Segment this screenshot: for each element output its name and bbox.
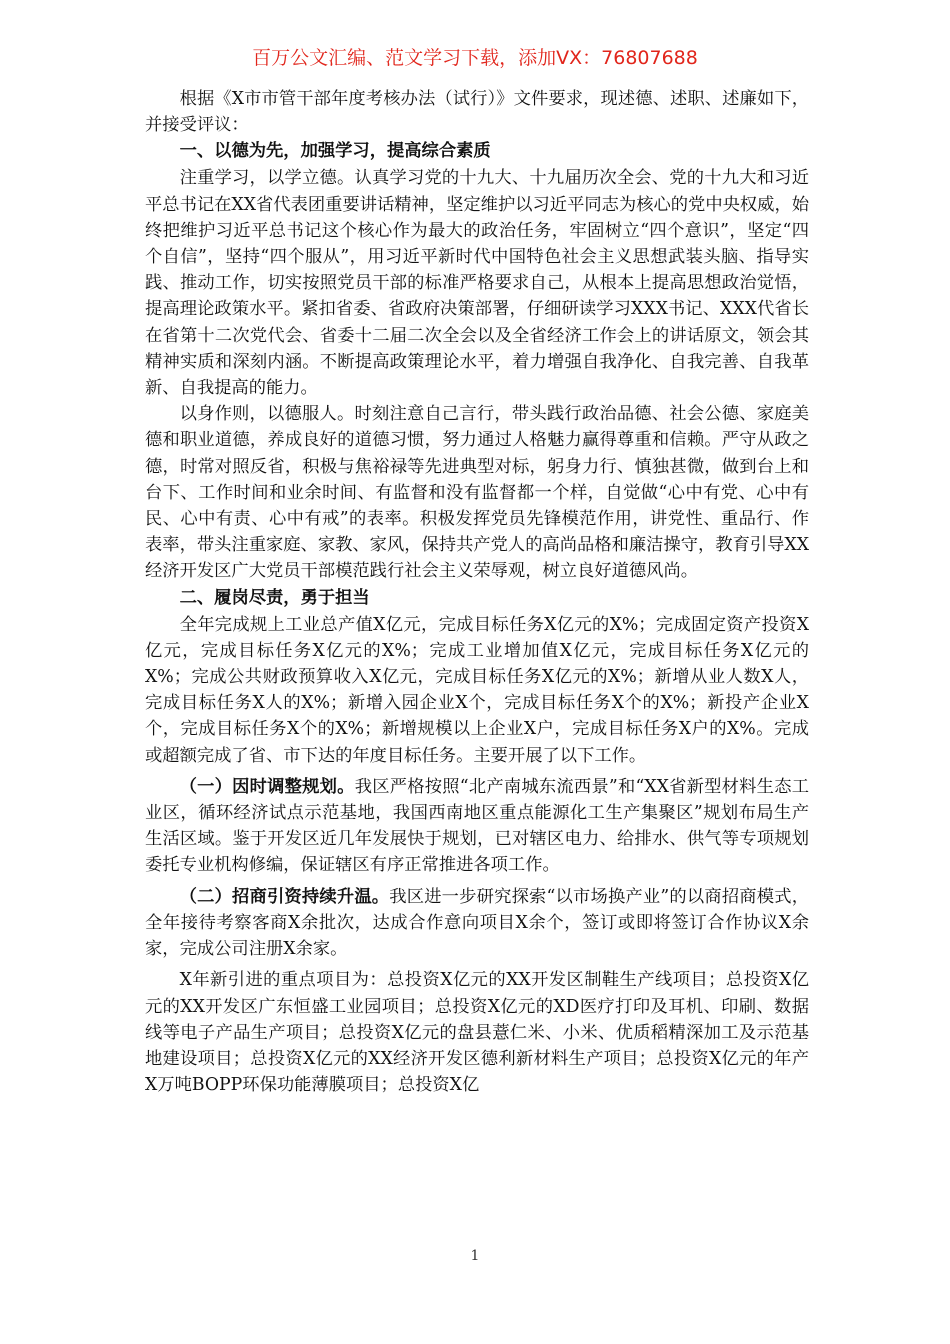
- planning-text: 我区严格按照“北产南城东流西景”和“XX省新型材料生态工业区，循环经济试点示范基地，我国西南地区重点能源化工生产集聚区”规划布局生产生活区域。鉴于开发区近几年发展快于规划，已对辖区电力、给排水、供气等专项规划委托专业机构修编，保证辖区有序正常推进各项工作。: [145, 776, 809, 876]
- paragraph-projects: X年新引进的重点项目为：总投资X亿元的XX开发区制鞋生产线项目；总投资X亿元的XX开发区广东恒盛工业园项目；总投资X亿元的XD医疗打印及耳机、印刷、数据线等电子产品生产项目；总投资X亿元的盘县薏仁米、小米、优质稻精深加工及示范基地建设项目；总投资X亿元的XX经济开发区德利新材料生产项目；总投资X亿元的年产X万吨BOPP环保功能薄膜项目；总投资X亿: [145, 970, 809, 1096]
- paragraph-study: 注重学习，以学立德。认真学习党的十九大、十九届历次全会、党的十九大和习近平总书记在XX省代表团重要讲话精神，坚定维护以习近平同志为核心的党中央权威，始终把维护习近平总书记这个核心作为最大的政治任务，牢固树立“四个意识”，坚定“四个自信”，坚持“四个服从”，用习近平新时代中国特色社会主义思想武装头脑、指导实践、推动工作，切实按照党员干部的标准严格要求自己，从根本上提高思想政治觉悟，提高理论政策水平。紧扣省委、省政府决策部署，仔细研读学习XXX书记、XXX代省长在省第十二次党代会、省委十二届二次全会以及全省经济工作会上的讲话原文，领会其精神实质和深刻内涵。不断提高政策理论水平，着力增强自我净化、自我完善、自我革新、自我提高的能力。: [145, 168, 810, 399]
- document-body: [145, 86, 809, 1098]
- intro-paragraph: 根据《X市市管干部年度考核办法（试行）》文件要求，现述德、述职、述廉如下，并接受评议：: [145, 89, 809, 136]
- paragraph-planning: [145, 774, 809, 879]
- watermark-header: 百万公文汇编、范文学习下载，添加VX：76807688: [252, 47, 698, 69]
- paragraph-investment: [145, 884, 809, 963]
- paragraph-morality: 以身作则，以德服人。时刻注意自己言行，带头践行政治品德、社会公德、家庭美德和职业道德，养成良好的道德习惯，努力通过人格魅力赢得尊重和信赖。严守从政之德，时常对照反省，积极与焦裕禄等先进典型对标，躬身力行、慎独甚微，做到台上和台下、工作时间和业余时间、有监督和没有监督都一个样，自觉做“心中有党、心中有民、心中有责、心中有戒”的表率。积极发挥党员先锋模范作用，讲党性、重品行、作表率，带头注重家庭、家教、家风，保持共产党人的高尚品格和廉洁操守，教育引导XX经济开发区广大党员干部模范践行社会主义荣辱观，树立良好道德风尚。: [145, 404, 810, 582]
- planning-lead: （一）因时调整规划。: [179, 776, 355, 797]
- investment-lead: （二）招商引资持续升温。: [179, 886, 390, 907]
- section-heading-2: 二、履岗尽责，勇于担当: [179, 587, 370, 608]
- page-number: 1: [470, 1248, 480, 1264]
- section-heading-1: 一、以德为先，加强学习，提高综合素质: [179, 141, 491, 162]
- investment-text: 我区进一步研究探索“以市场换产业”的以商招商模式，全年接待考察客商X余批次，达成合作意向项目X余个，签订或即将签订合作协议X余家，完成公司注册X余家。: [145, 886, 809, 960]
- paragraph-targets: 全年完成规上工业总产值X亿元，完成目标任务X亿元的X%；完成固定资产投资X亿元，完成目标任务X亿元的X%；完成工业增加值X亿元，完成目标任务X亿元的X%；完成公共财政预算收入X亿元，完成目标任务X亿元的X%；新增从业人数X人，完成目标任务X人的X%；新增入园企业X个，完成目标任务X个的X%；新投产企业X个，完成目标任务X个的X%；新增规模以上企业X户，完成目标任务X户的X%。完成或超额完成了省、市下达的年度目标任务。主要开展了以下工作。: [145, 614, 809, 766]
